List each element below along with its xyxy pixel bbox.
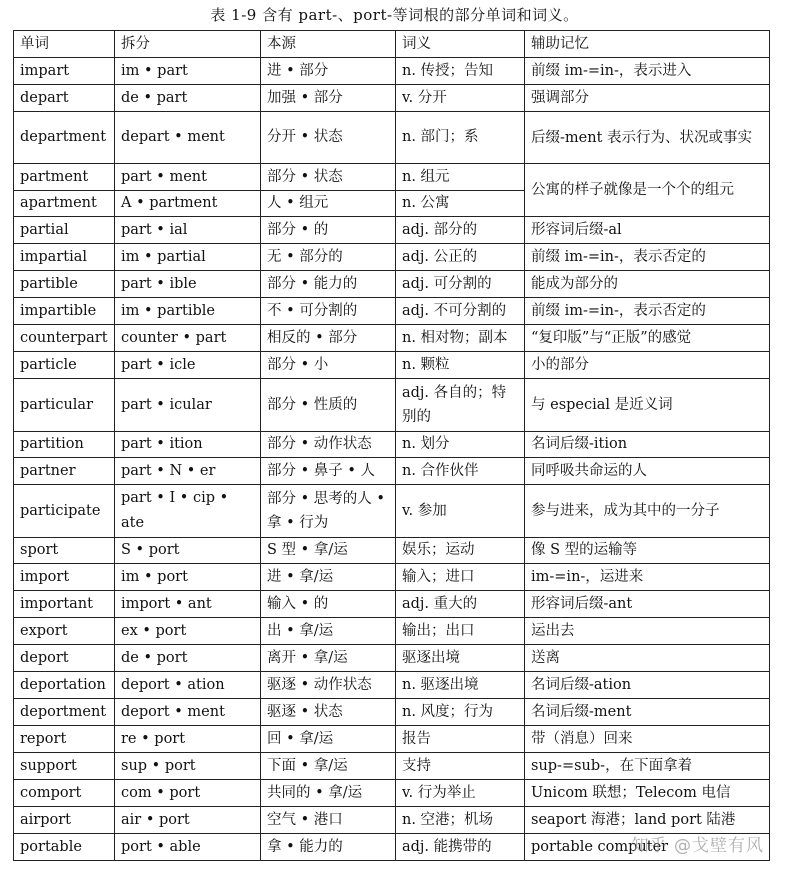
cell-origin: S 型 • 拿/运 bbox=[261, 538, 396, 564]
cell-split: im • part bbox=[115, 58, 261, 85]
cell-meaning: n. 组元 bbox=[396, 164, 525, 191]
cell-word: impartial bbox=[14, 244, 115, 271]
cell-origin: 回 • 拿/运 bbox=[261, 726, 396, 753]
cell-mnemonic: 公寓的样子就像是一个个的组元 bbox=[525, 164, 770, 217]
table-row bbox=[14, 726, 770, 753]
table-row bbox=[14, 645, 770, 672]
cell-split: counter • part bbox=[115, 325, 261, 352]
cell-meaning: n. 部门；系 bbox=[396, 112, 525, 164]
cell-word: partner bbox=[14, 458, 115, 485]
cell-split: im • partible bbox=[115, 298, 261, 325]
cell-origin: 部分 • 的 bbox=[261, 217, 396, 244]
cell-mnemonic: Unicom 联想；Telecom 电信 bbox=[525, 780, 770, 807]
cell-origin: 下面 • 拿/运 bbox=[261, 753, 396, 780]
cell-mnemonic: 名词后缀-ment bbox=[525, 699, 770, 726]
cell-origin: 人 • 组元 bbox=[261, 191, 396, 217]
table-row bbox=[14, 352, 770, 379]
table-row bbox=[14, 164, 770, 191]
cell-meaning: 支持 bbox=[396, 753, 525, 780]
cell-origin: 部分 • 能力的 bbox=[261, 271, 396, 298]
cell-origin: 输入 • 的 bbox=[261, 591, 396, 618]
cell-split: part • ible bbox=[115, 271, 261, 298]
cell-origin: 部分 • 小 bbox=[261, 352, 396, 379]
cell-origin: 拿 • 能力的 bbox=[261, 834, 396, 861]
table-row bbox=[14, 298, 770, 325]
cell-meaning: 娱乐；运动 bbox=[396, 538, 525, 564]
cell-origin: 共同的 • 拿/运 bbox=[261, 780, 396, 807]
cell-meaning: n. 合作伙伴 bbox=[396, 458, 525, 485]
cell-meaning: 报告 bbox=[396, 726, 525, 753]
cell-mnemonic: sup-=sub-，在下面拿着 bbox=[525, 753, 770, 780]
cell-split: part • ment bbox=[115, 164, 261, 191]
cell-origin: 不 • 可分割的 bbox=[261, 298, 396, 325]
table-row bbox=[14, 325, 770, 352]
cell-origin: 无 • 部分的 bbox=[261, 244, 396, 271]
cell-meaning: n. 传授；告知 bbox=[396, 58, 525, 85]
cell-word: partible bbox=[14, 271, 115, 298]
cell-origin: 离开 • 拿/运 bbox=[261, 645, 396, 672]
cell-origin: 驱逐 • 动作状态 bbox=[261, 672, 396, 699]
cell-word: report bbox=[14, 726, 115, 753]
cell-meaning: adj. 各自的；特别的 bbox=[396, 379, 525, 432]
cell-split: S • port bbox=[115, 538, 261, 564]
cell-mnemonic: 带（消息）回来 bbox=[525, 726, 770, 753]
cell-mnemonic: 名词后缀-ition bbox=[525, 432, 770, 458]
cell-split: im • port bbox=[115, 564, 261, 591]
cell-meaning: v. 行为举止 bbox=[396, 780, 525, 807]
cell-split: com • port bbox=[115, 780, 261, 807]
cell-word: support bbox=[14, 753, 115, 780]
header-origin: 本源 bbox=[261, 31, 396, 58]
vocab-table bbox=[13, 30, 770, 861]
cell-meaning: v. 分开 bbox=[396, 85, 525, 112]
table-row bbox=[14, 753, 770, 780]
table-row bbox=[14, 85, 770, 112]
cell-origin: 部分 • 状态 bbox=[261, 164, 396, 191]
cell-origin: 出 • 拿/运 bbox=[261, 618, 396, 645]
cell-mnemonic: 形容词后缀-ant bbox=[525, 591, 770, 618]
cell-meaning: n. 空港；机场 bbox=[396, 807, 525, 834]
header-word: 单词 bbox=[14, 31, 115, 58]
cell-meaning: 输出；出口 bbox=[396, 618, 525, 645]
cell-mnemonic: 同呼吸共命运的人 bbox=[525, 458, 770, 485]
cell-word: impart bbox=[14, 58, 115, 85]
cell-word: impartible bbox=[14, 298, 115, 325]
cell-word: portable bbox=[14, 834, 115, 861]
cell-mnemonic: “复印版”与“正版”的感觉 bbox=[525, 325, 770, 352]
cell-mnemonic: 前缀 im-=in-，表示进入 bbox=[525, 58, 770, 85]
cell-split: im • partial bbox=[115, 244, 261, 271]
table-row bbox=[14, 538, 770, 564]
cell-mnemonic: 前缀 im-=in-，表示否定的 bbox=[525, 244, 770, 271]
cell-mnemonic: 强调部分 bbox=[525, 85, 770, 112]
cell-mnemonic: 参与进来，成为其中的一分子 bbox=[525, 485, 770, 538]
cell-split: port • able bbox=[115, 834, 261, 861]
table-row bbox=[14, 618, 770, 645]
cell-meaning: v. 参加 bbox=[396, 485, 525, 538]
cell-word: airport bbox=[14, 807, 115, 834]
cell-mnemonic: 运出去 bbox=[525, 618, 770, 645]
cell-mnemonic: im-=in-，运进来 bbox=[525, 564, 770, 591]
cell-meaning: adj. 部分的 bbox=[396, 217, 525, 244]
cell-split: A • partment bbox=[115, 191, 261, 217]
table-row bbox=[14, 458, 770, 485]
cell-split: sup • port bbox=[115, 753, 261, 780]
cell-mnemonic: 形容词后缀-al bbox=[525, 217, 770, 244]
cell-origin: 空气 • 港口 bbox=[261, 807, 396, 834]
cell-meaning: 输入；进口 bbox=[396, 564, 525, 591]
cell-word: deport bbox=[14, 645, 115, 672]
cell-word: deportment bbox=[14, 699, 115, 726]
cell-meaning: n. 颗粒 bbox=[396, 352, 525, 379]
cell-meaning: n. 相对物；副本 bbox=[396, 325, 525, 352]
cell-origin: 相反的 • 部分 bbox=[261, 325, 396, 352]
cell-meaning: adj. 可分割的 bbox=[396, 271, 525, 298]
cell-split: part • icular bbox=[115, 379, 261, 432]
table-row bbox=[14, 699, 770, 726]
cell-word: apartment bbox=[14, 191, 115, 217]
cell-meaning: adj. 不可分割的 bbox=[396, 298, 525, 325]
cell-mnemonic: 与 especial 是近义词 bbox=[525, 379, 770, 432]
table-row bbox=[14, 432, 770, 458]
table-row bbox=[14, 244, 770, 271]
table-row bbox=[14, 672, 770, 699]
header-row bbox=[14, 31, 770, 58]
cell-split: air • port bbox=[115, 807, 261, 834]
cell-meaning: adj. 重大的 bbox=[396, 591, 525, 618]
cell-word: export bbox=[14, 618, 115, 645]
header-mnemonic: 辅助记忆 bbox=[525, 31, 770, 58]
cell-meaning: n. 公寓 bbox=[396, 191, 525, 217]
cell-mnemonic: 后缀-ment 表示行为、状况或事实 bbox=[525, 112, 770, 164]
cell-split: depart • ment bbox=[115, 112, 261, 164]
cell-origin: 驱逐 • 状态 bbox=[261, 699, 396, 726]
table-row bbox=[14, 485, 770, 538]
cell-split: de • port bbox=[115, 645, 261, 672]
cell-split: deport • ment bbox=[115, 699, 261, 726]
cell-mnemonic: 前缀 im-=in-，表示否定的 bbox=[525, 298, 770, 325]
cell-word: important bbox=[14, 591, 115, 618]
cell-mnemonic: 像 S 型的运输等 bbox=[525, 538, 770, 564]
cell-split: import • ant bbox=[115, 591, 261, 618]
table-caption: 表 1-9 含有 part-、port-等词根的部分单词和词义。 bbox=[210, 6, 579, 24]
table-row bbox=[14, 591, 770, 618]
cell-split: de • part bbox=[115, 85, 261, 112]
cell-origin: 进 • 部分 bbox=[261, 58, 396, 85]
cell-origin: 部分 • 动作状态 bbox=[261, 432, 396, 458]
header-meaning: 词义 bbox=[396, 31, 525, 58]
header-split: 拆分 bbox=[115, 31, 261, 58]
cell-split: part • ition bbox=[115, 432, 261, 458]
table-row bbox=[14, 112, 770, 164]
cell-origin: 加强 • 部分 bbox=[261, 85, 396, 112]
cell-origin: 部分 • 鼻子 • 人 bbox=[261, 458, 396, 485]
cell-mnemonic: 名词后缀-ation bbox=[525, 672, 770, 699]
cell-origin: 部分 • 性质的 bbox=[261, 379, 396, 432]
cell-word: deportation bbox=[14, 672, 115, 699]
cell-split: part • I • cip • ate bbox=[115, 485, 261, 538]
cell-split: ex • port bbox=[115, 618, 261, 645]
cell-word: import bbox=[14, 564, 115, 591]
table-row bbox=[14, 379, 770, 432]
cell-origin: 进 • 拿/运 bbox=[261, 564, 396, 591]
cell-mnemonic: 小的部分 bbox=[525, 352, 770, 379]
cell-word: depart bbox=[14, 85, 115, 112]
cell-word: partial bbox=[14, 217, 115, 244]
table-row bbox=[14, 564, 770, 591]
cell-meaning: 驱逐出境 bbox=[396, 645, 525, 672]
watermark: 知乎 @戈壁有风 bbox=[631, 836, 764, 856]
cell-meaning: n. 驱逐出境 bbox=[396, 672, 525, 699]
table-row bbox=[14, 780, 770, 807]
table-row bbox=[14, 58, 770, 85]
table-row bbox=[14, 271, 770, 298]
cell-word: comport bbox=[14, 780, 115, 807]
cell-split: part • N • er bbox=[115, 458, 261, 485]
cell-word: particular bbox=[14, 379, 115, 432]
cell-split: re • port bbox=[115, 726, 261, 753]
cell-origin: 部分 • 思考的人 • 拿 • 行为 bbox=[261, 485, 396, 538]
cell-meaning: adj. 能携带的 bbox=[396, 834, 525, 861]
cell-meaning: adj. 公正的 bbox=[396, 244, 525, 271]
cell-split: part • icle bbox=[115, 352, 261, 379]
cell-mnemonic: 送离 bbox=[525, 645, 770, 672]
cell-word: participate bbox=[14, 485, 115, 538]
cell-word: sport bbox=[14, 538, 115, 564]
cell-meaning: n. 划分 bbox=[396, 432, 525, 458]
cell-word: particle bbox=[14, 352, 115, 379]
cell-mnemonic: 能成为部分的 bbox=[525, 271, 770, 298]
table-row bbox=[14, 807, 770, 834]
cell-split: part • ial bbox=[115, 217, 261, 244]
table-row bbox=[14, 217, 770, 244]
cell-word: counterpart bbox=[14, 325, 115, 352]
cell-word: department bbox=[14, 112, 115, 164]
cell-word: partition bbox=[14, 432, 115, 458]
cell-word: partment bbox=[14, 164, 115, 191]
cell-origin: 分开 • 状态 bbox=[261, 112, 396, 164]
cell-split: deport • ation bbox=[115, 672, 261, 699]
cell-mnemonic: seaport 海港；land port 陆港 bbox=[525, 807, 770, 834]
cell-mnemonic: portable computer bbox=[525, 834, 770, 861]
cell-meaning: n. 风度；行为 bbox=[396, 699, 525, 726]
